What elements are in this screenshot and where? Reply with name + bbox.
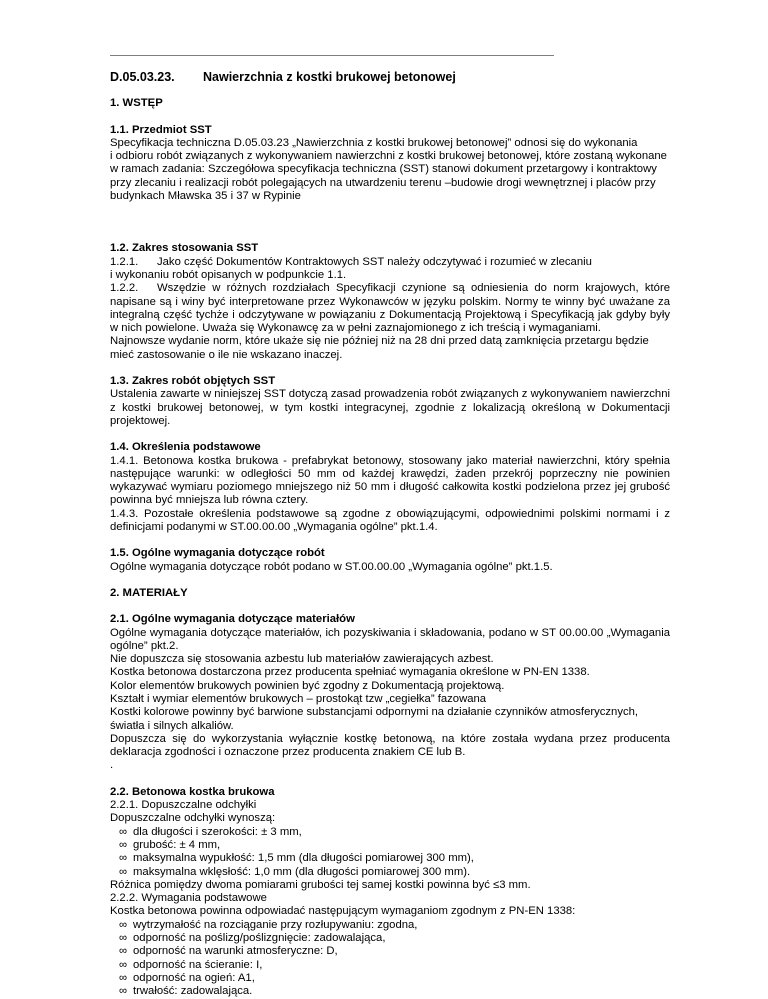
text-line: w ramach zadania: Szczegółowa specyfikacja techniczna (SST) stanowi dokument przetargowy i kontraktowy (110, 163, 657, 176)
document-body (110, 71, 670, 999)
paragraph-dot: . (110, 759, 114, 772)
paragraph-norms: Najnowsze wydanie norm, które ukaże się nie później niż na 28 dni przed datą zamknięcia przetargu będzie mieć zastosowanie o ile nie wskazano inaczej. (110, 335, 649, 361)
paragraph-asbestos: Nie dopuszcza się stosowania azbestu lub materiałów zawierających azbest. (110, 653, 494, 666)
section-2-2-heading: 2.2. Betonowa kostka brukowa (110, 785, 275, 798)
section-1-2-heading: 1.2. Zakres stosowania SST (110, 242, 259, 255)
list-item (110, 839, 670, 852)
list-item (110, 972, 670, 985)
section-1-1-text (110, 137, 670, 203)
paragraph-number: 1.2.2. (110, 282, 139, 295)
paragraph-1-2-2 (110, 282, 670, 335)
list-item (110, 919, 670, 932)
list-item-text: odporność na ścieranie: I, (133, 958, 263, 971)
paragraph-1-2-1 (110, 256, 670, 269)
text-line: Specyfikacja techniczna D.05.03.23 „Nawierzchnia z kostki brukowej betonowej” odnosi się do wykonania (110, 136, 638, 149)
section-1-5-heading: 1.5. Ogólne wymagania dotyczące robót (110, 547, 325, 560)
header-rule (110, 55, 554, 56)
paragraph-standard: Kostka betonowa dostarczona przez producenta spełniać wymagania określone w PN-EN 1338. (110, 666, 590, 679)
text-line: Jako część Dokumentów Kontraktowych SST należy odczytywać i rozumieć w zlecaniu (157, 255, 592, 268)
subsection-2-2-1: 2.2.1. Dopuszczalne odchyłki (110, 799, 257, 812)
paragraph-number: 1.2.1. (110, 255, 139, 268)
tolerances-intro: Dopuszczalne odchyłki wynoszą: (110, 812, 276, 825)
bullet-icon: ∞ (119, 945, 128, 958)
paragraph-colored-blocks: Kostki kolorowe powinny być barwione substancjami odpornymi na działanie czynników atmosferycznych, światła i silnych alkaliów. (110, 706, 639, 732)
list-item-text: maksymalna wypukłość: 1,5 mm (dla długości pomiarowej 300 mm), (133, 852, 474, 865)
paragraph-1-4-1: 1.4.1. Betonowa kostka brukowa - prefabrykat betonowy, stosowany jako materiał nawierzchni, który spełnia następujące warunki: w odległości 50 mm od każdej krawędzi, żaden przekrój poprzeczny nie powinien wykazywać wymiaru poziomego mniejszego niż 50 mm i długość całkowita kostki podzielona przez jej grubość powinna być mniejsza lub równa cztery. (110, 454, 670, 507)
section-1-3-heading: 1.3. Zakres robót objętych SST (110, 375, 276, 388)
list-item-text: dla długości i szerokości: ± 3 mm, (133, 825, 302, 838)
bullet-icon: ∞ (119, 958, 128, 971)
list-item (110, 945, 670, 958)
bullet-icon: ∞ (119, 838, 128, 851)
list-item (110, 985, 670, 998)
list-item-text: trwałość: zadowalająca. (133, 985, 253, 998)
section-1-4-heading: 1.4. Określenia podstawowe (110, 441, 261, 454)
section-2-1-heading: 2.1. Ogólne wymagania dotyczące materiałów (110, 613, 355, 626)
paragraph-color: Kolor elementów brukowych powinien być zgodny z Dokumentacją projektową. (110, 679, 505, 692)
list-item (110, 852, 670, 865)
spec-code: D.05.03.23. (110, 70, 175, 84)
spec-title: Nawierzchnia z kostki brukowej betonowej (203, 70, 456, 84)
requirements-intro: Kostka betonowa powinna odpowiadać następującym wymaganiom zgodnym z PN-EN 1338: (110, 905, 576, 918)
paragraph-shape: Kształt i wymiar elementów brukowych – prostokąt tzw „cegiełka” fazowana (110, 692, 487, 705)
paragraph-declaration: Dopuszcza się do wykorzystania wyłącznie kostkę betonową, na które została wydana przez producenta deklaracja zgodności i oznaczone przez producenta znakiem CE lub B. (110, 732, 670, 759)
section-1-1-heading: 1.1. Przedmiot SST (110, 123, 212, 136)
text-line: i odbioru robót związanych z wykonywaniem nawierzchni z kostki brukowej betonowej, które zostaną wykonane (110, 150, 667, 163)
paragraph-1-4-3: 1.4.3. Pozostałe określenia podstawowe są zgodne z obowiązującymi, odpowiednimi polskimi normami i z definicjami podanymi w ST.00.00.00 „Wymagania ogólne” pkt.1.4. (110, 507, 670, 534)
list-item-text: wytrzymałość na rozciąganie przy rozłupywaniu: zgodna, (133, 918, 418, 931)
text-line: i wykonaniu robót opisanych w podpunkcie 1.1. (110, 268, 347, 281)
tolerances-list (110, 826, 670, 879)
text-line: budynkach Mławska 35 i 37 w Rypinie (110, 190, 301, 203)
text-line: przy zlecaniu i realizacji robót polegających na utwardzeniu terenu –budowie drogi wewnętrznej i placów przy (110, 176, 656, 189)
subsection-2-2-2: 2.2.2. Wymagania podstawowe (110, 892, 267, 905)
bullet-icon: ∞ (119, 852, 128, 865)
thickness-difference: Różnica pomiędzy dwoma pomiarami grubości tej samej kostki powinna być ≤3 mm. (110, 878, 531, 891)
list-item-text: odporność na warunki atmosferyczne: D, (133, 945, 338, 958)
list-item-text: odporność na poślizg/poślizgnięcie: zadowalająca, (133, 932, 386, 945)
list-item-text: grubość: ± 4 mm, (133, 838, 221, 851)
bullet-icon: ∞ (119, 932, 128, 945)
list-item (110, 959, 670, 972)
bullet-icon: ∞ (119, 825, 128, 838)
bullet-icon: ∞ (119, 971, 128, 984)
bullet-icon: ∞ (119, 865, 128, 878)
requirements-list (110, 919, 670, 999)
section-1-3-text: Ustalenia zawarte w niniejszej SST dotyczą zasad prowadzenia robót związanych z wykonywaniem nawierzchni z kostki brukowej betonowej, w tym kostki integracynej, zgodnie z lokalizacją określoną w Dokumentacji projektowej. (110, 388, 670, 427)
document-title (110, 71, 670, 84)
bullet-icon: ∞ (119, 985, 128, 998)
list-item (110, 826, 670, 839)
paragraph-materials-general: Ogólne wymagania dotyczące materiałów, ich pozyskiwania i składowania, podano w ST 00.00.00 „Wymagania ogólne” pkt.2. (110, 626, 670, 652)
section-1-5-text: Ogólne wymagania dotyczące robót podano w ST.00.00.00 „Wymagania ogólne” pkt.1.5. (110, 560, 553, 573)
bullet-icon: ∞ (119, 918, 128, 931)
section-2-heading: 2. MATERIAŁY (110, 586, 188, 599)
list-item-text: maksymalna wklęsłość: 1,0 mm (dla długości pomiarowej 300 mm). (133, 865, 471, 878)
list-item-text: odporność na ogień: A1, (133, 971, 255, 984)
list-item (110, 866, 670, 879)
list-item (110, 932, 670, 945)
section-1-heading: 1. WSTĘP (110, 97, 163, 110)
paragraph-text: Wszędzie w różnych rozdziałach Specyfikacji czynione są odniesienia do norm krajowych, które napisane są i winy być interpretowane przez Wykonawców w języku polskim. Normy te winny być uważane za integralną część tychże i odczytywane w powiązaniu z Dokumentacją Projektową i Specyfikacją jak gdyby były w nich powielone. Uważa się Wykonawcę za w pełni zaznajomionego z ich treścią i wymaganiami. (110, 282, 670, 335)
